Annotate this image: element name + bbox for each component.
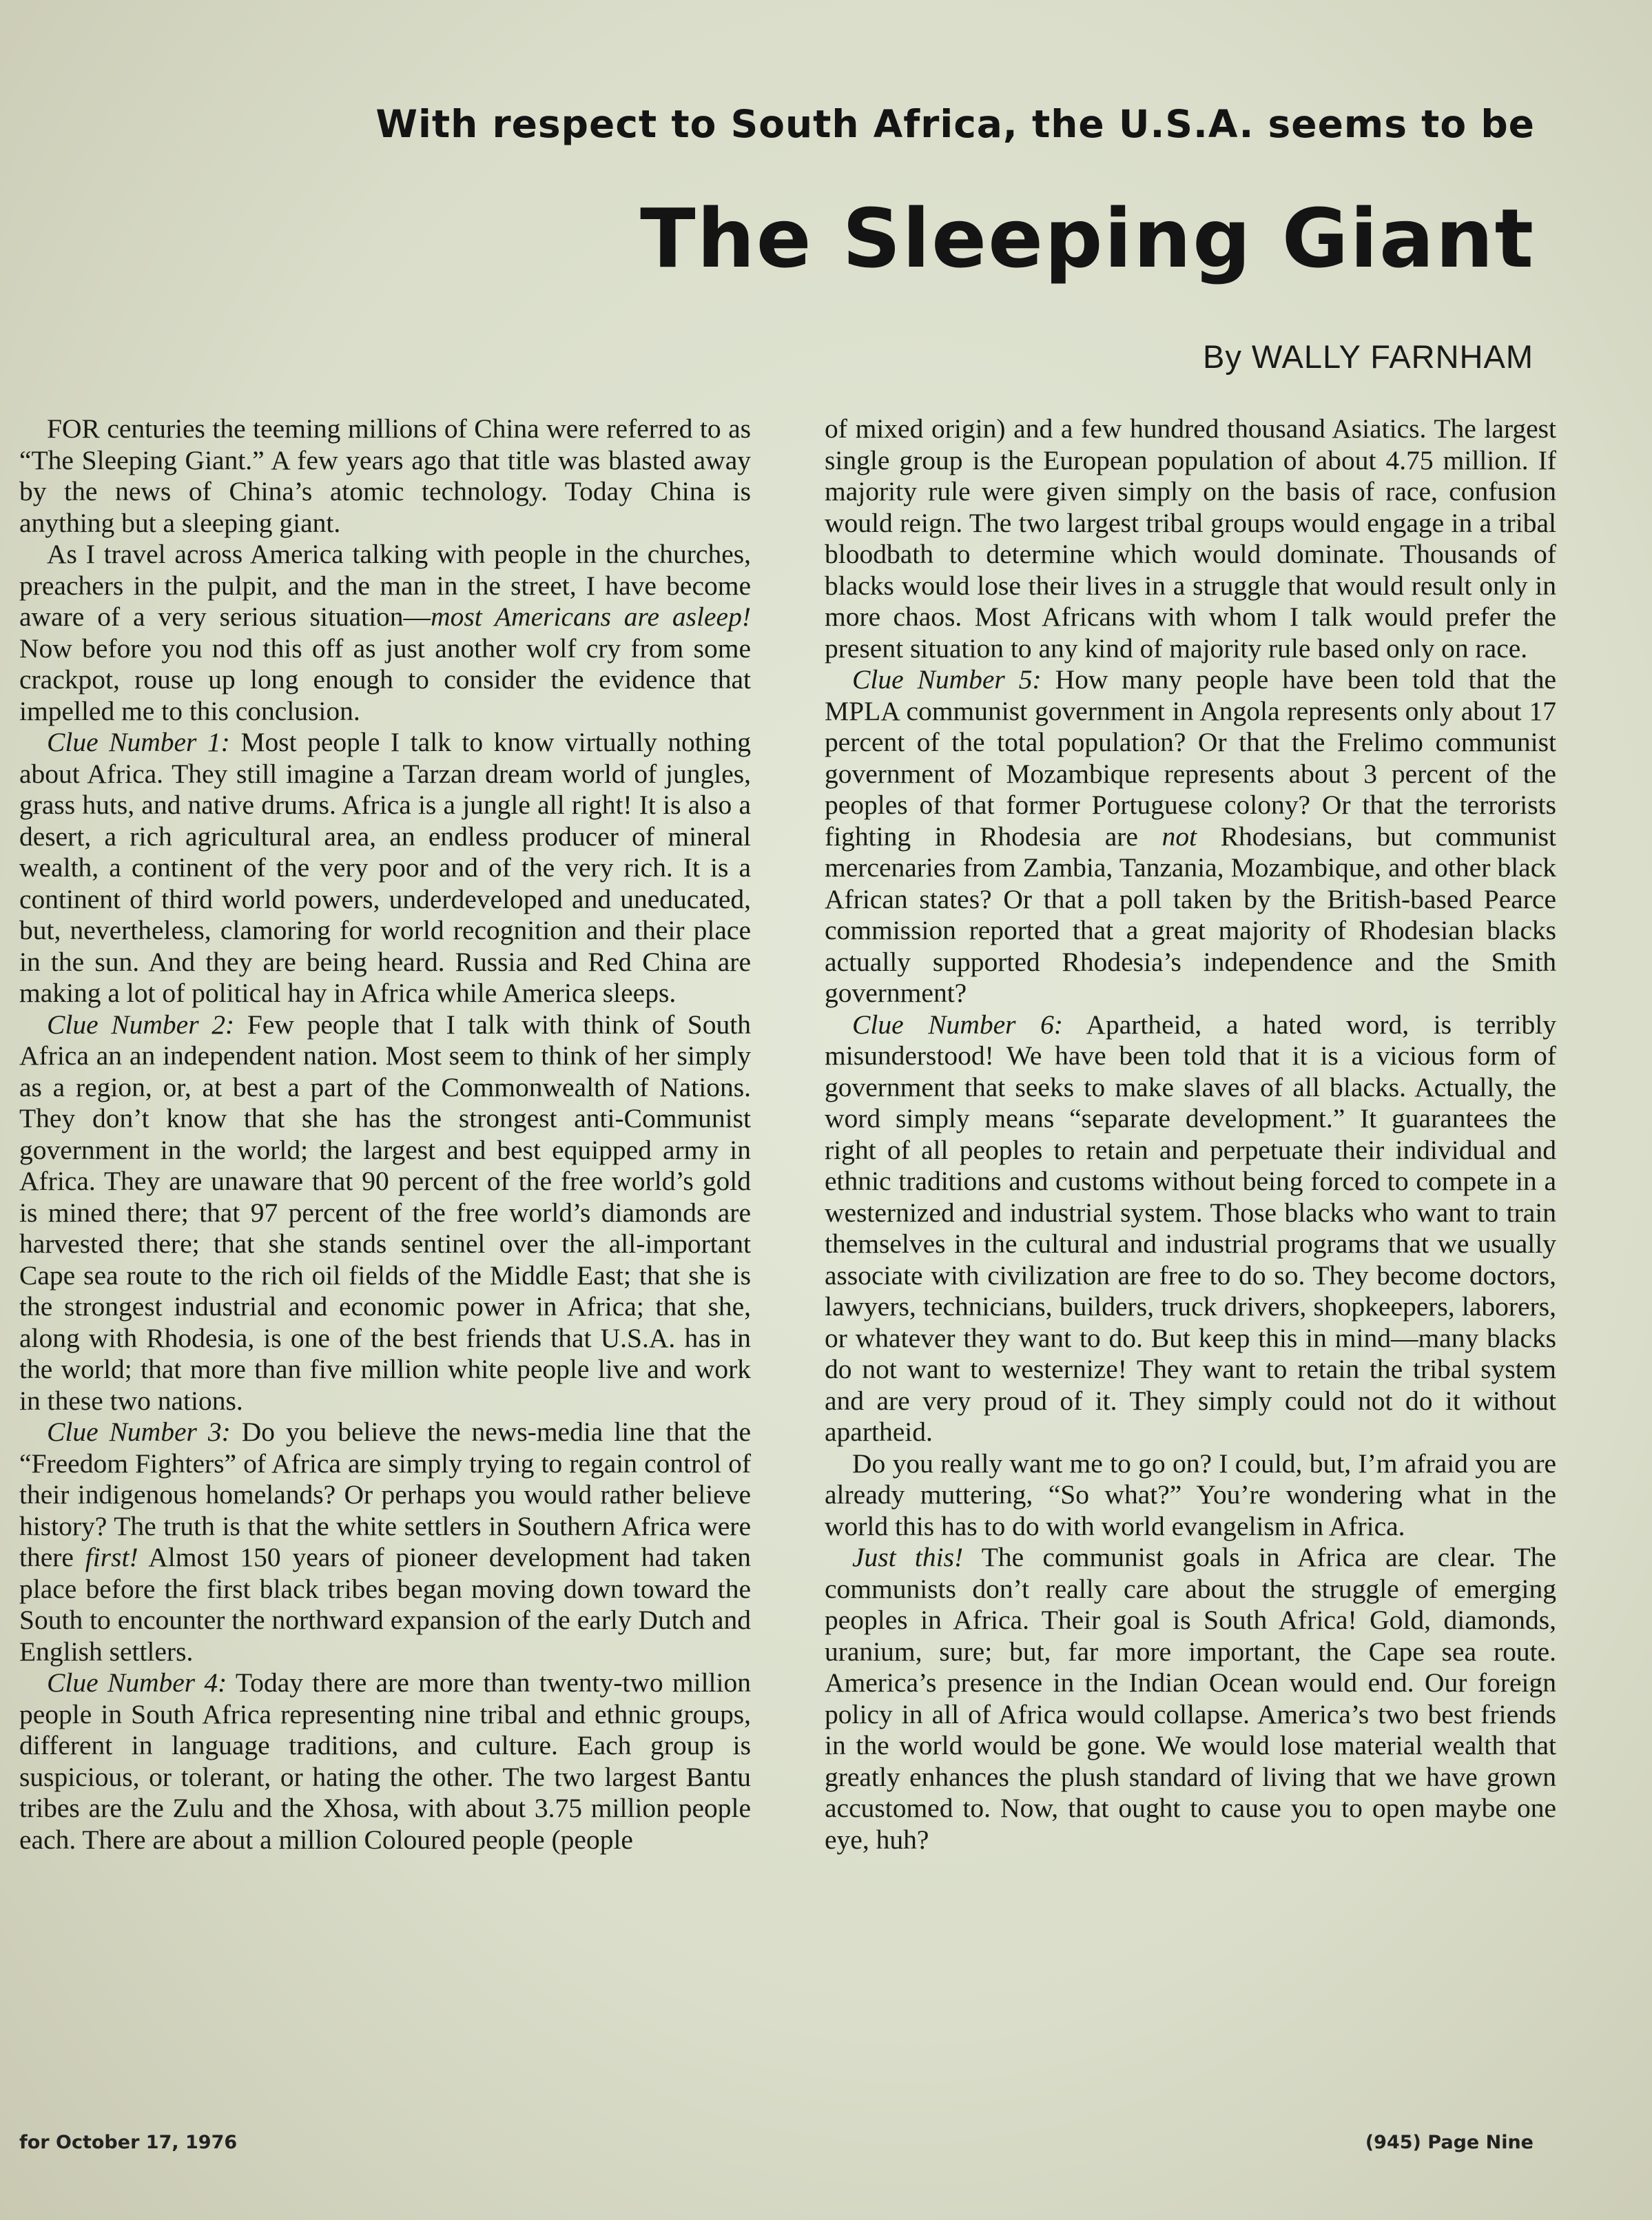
paragraph-text: of mixed origin) and a few hundred thousand Asiatics. The largest single group is the European population of about 4.75 million. If majority rule were given simply on the basis of race, confusion would reign. The two largest tribal groups would engage in a tribal bloodbath to determine which would dominate. Thousands of blacks would lose their lives in a struggle that would result only in more chaos. Most Africans with whom I talk would prefer the present situation to any kind of majority rule based only on race.: [825, 413, 1556, 664]
article-paragraph: [19, 539, 751, 727]
paragraph-text: Do you really want me to go on? I could, but, I’m afraid you are already muttering, “So what?” You’re wondering what in the world this has to do with world evangelism in Africa.: [825, 1448, 1556, 1541]
article-title: The Sleeping Giant: [640, 191, 1535, 286]
article-paragraph: [19, 1009, 751, 1417]
paragraph-text: Do you believe the news-media line that the “Freedom Fighters” of Africa are simply trying to regain control of their indigenous homelands? Or perhaps you would rather believe history? The truth is that the white settlers in Southern Africa were there: [19, 1417, 751, 1572]
article-paragraph: [19, 1667, 751, 1856]
article-kicker: With respect to South Africa, the U.S.A. seems to be: [375, 102, 1535, 146]
clue-label: Clue Number 4:: [47, 1667, 227, 1698]
issue-date: for October 17, 1976: [19, 2132, 238, 2153]
paragraph-text: Apartheid, a hated word, is terribly misunderstood! We have been told that it is a vicious form of government that seeks to make slaves of all blacks. Actually, the word simply means “separate development.” It guarantees the right of all peoples to retain and perpetuate their individual and ethnic traditions and customs without being forced to compete in a westernized and industrial system. Those blacks who want to train themselves in the cultural and industrial programs that we usually associate with civilization are free to do so. They become doctors, lawyers, technicians, builders, truck drivers, shopkeepers, laborers, or whatever they want to do. But keep this in mind—many blacks do not want to westernize! They want to retain the tribal system and are very proud of it. They simply could not do it without apartheid.: [825, 1009, 1556, 1447]
article-paragraph: [825, 1542, 1556, 1856]
emphasis-text: first!: [85, 1542, 138, 1572]
clue-label: Clue Number 5:: [852, 664, 1042, 695]
article-byline: By WALLY FARNHAM: [1202, 338, 1534, 375]
paragraph-text: Almost 150 years of pioneer development had taken place before the first black tribes began moving down toward the South to encounter the northward expansion of the early Dutch and English settlers.: [19, 1542, 751, 1667]
paragraph-text: Today there are more than twenty-two million people in South Africa representing nine tribal and ethnic groups, different in language traditions, and culture. Each group is suspicious, or tolerant, or hating the other. The two largest Bantu tribes are the Zulu and the Xhosa, with about 3.75 million people each. There are about a million Coloured people (people: [19, 1667, 751, 1855]
article-paragraph: [825, 1009, 1556, 1448]
article-paragraph: [825, 1448, 1556, 1543]
clue-label: Clue Number 6:: [852, 1009, 1063, 1040]
paragraph-text: Few people that I talk with think of South Africa an an independent nation. Most seem to think of her simply as a region, or, at best a part of the Commonwealth of Nations. They don’t know that she has the strongest anti-Communist government in the world; the largest and best equipped army in Africa. They are unaware that 90 percent of the free world’s gold is mined there; that 97 percent of the free world’s diamonds are harvested there; that she stands sentinel over the all-important Cape sea route to the rich oil fields of the Middle East; that she is the strongest industrial and economic power in Africa; that she, along with Rhodesia, is one of the best friends that U.S.A. has in the world; that more than five million white people live and work in these two nations.: [19, 1009, 751, 1416]
article-paragraph: [825, 413, 1556, 664]
emphasis-text: not: [1161, 821, 1197, 852]
clue-label: Clue Number 2:: [47, 1009, 235, 1040]
article-paragraph: [19, 727, 751, 1009]
paragraph-text: How many people have been told that the MPLA communist government in Angola represents only about 17 percent of the total population? Or that the Frelimo communist government of Mozambique represents about 3 percent of the peoples of that former Portuguese colony? Or that the terrorists fighting in Rhodesia are: [825, 664, 1556, 852]
article-paragraph: [19, 1417, 751, 1667]
page-number: (945) Page Nine: [1365, 2132, 1534, 2153]
clue-label: Just this!: [852, 1542, 964, 1572]
paragraph-text: As I travel across America talking with people in the churches, preachers in the pulpit, and the man in the street, I have become aware of a very serious situation—: [19, 539, 751, 632]
left-column: [19, 413, 751, 1856]
paragraph-text: The communist goals in Africa are clear. The communists don’t really care about the struggle of emerging peoples in Africa. Their goal is South Africa! Gold, diamonds, uranium, sure; but, far more important, the Cape sea route. America’s presence in the Indian Ocean would end. Our foreign policy in all of Africa would collapse. America’s two best friends in the world would be gone. We would lose material wealth that greatly enhances the plush standard of living that we have grown accustomed to. Now, that ought to cause you to open maybe one eye, huh?: [825, 1542, 1556, 1855]
paragraph-text: FOR centuries the teeming millions of China were referred to as “The Sleeping Giant.” A few years ago that title was blasted away by the news of China’s atomic technology. Today China is anything but a sleeping giant.: [19, 413, 751, 538]
emphasis-text: most Americans are asleep!: [431, 602, 751, 632]
paragraph-text: Rhodesians, but communist mercenaries from Zambia, Tanzania, Mozambique, and other black African states? Or that a poll taken by the British-based Pearce commission reported that a great majority of Rhodesian blacks actually supported Rhodesia’s independence and the Smith government?: [825, 821, 1556, 1008]
article-paragraph: [825, 664, 1556, 1009]
article-paragraph: [19, 413, 751, 539]
clue-label: Clue Number 3:: [47, 1417, 231, 1447]
paragraph-text: Most people I talk to know virtually nothing about Africa. They still imagine a Tarzan dream world of jungles, grass huts, and native drums. Africa is a jungle all right! It is also a desert, a rich agricultural area, an endless producer of mineral wealth, a continent of the very poor and of the very rich. It is a continent of third world powers, underdeveloped and uneducated, but, nevertheless, clamoring for world recognition and their place in the sun. And they are being heard. Russia and Red China are making a lot of political hay in Africa while America sleeps.: [19, 727, 751, 1008]
clue-label: Clue Number 1:: [47, 727, 230, 757]
paragraph-text: Now before you nod this off as just another wolf cry from some crackpot, rouse up long enough to consider the evidence that impelled me to this conclusion.: [19, 633, 751, 726]
right-column: [825, 413, 1556, 1856]
